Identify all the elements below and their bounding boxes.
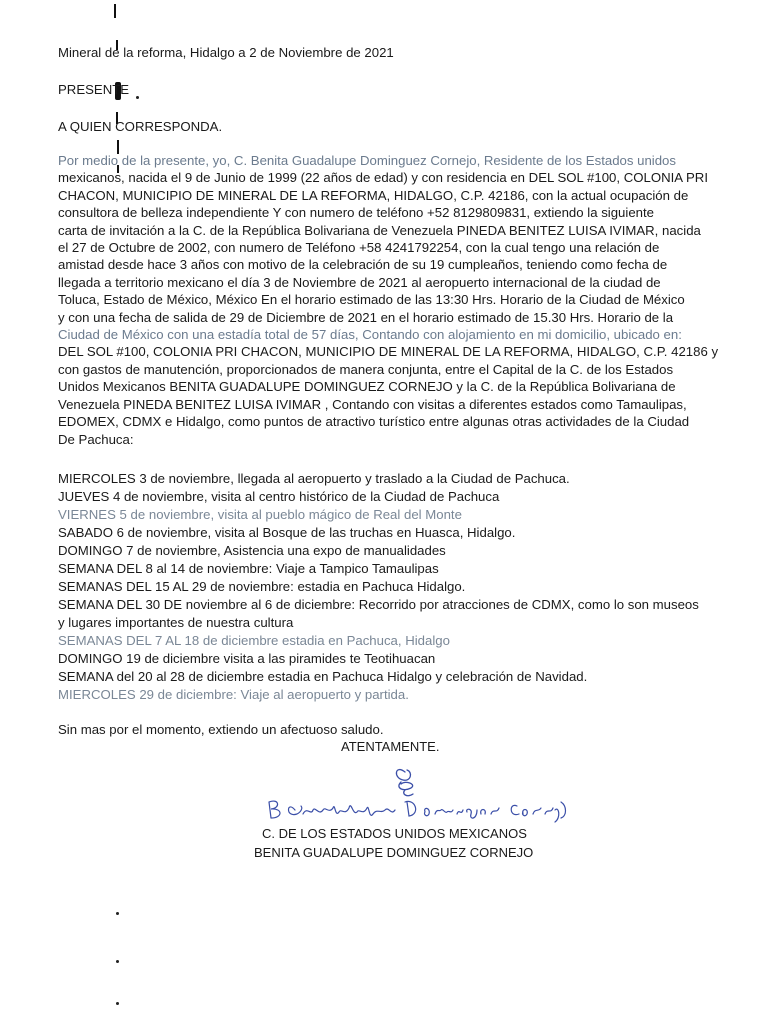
- scan-dot-4: [116, 1002, 119, 1005]
- body-line: amistad desde hace 3 años con motivo de la celebración de su 19 cumpleaños, teniendo como fecha de: [58, 257, 668, 273]
- closing-line: Sin mas por el momento, extiendo un afectuoso saludo.: [58, 722, 384, 737]
- body-line: mexicanos, nacida el 9 de Junio de 1999 (22 años de edad) y con residencia en DEL SOL #100, COLONIA PRI: [58, 170, 708, 186]
- body-line: Toluca, Estado de México, México En el horario estimado de las 13:30 Hrs. Horario de la Ciudad de México: [58, 292, 685, 308]
- itinerary-item: MIERCOLES 3 de noviembre, llegada al aeropuerto y traslado a la Ciudad de Pachuca.: [58, 471, 570, 486]
- body-line: DEL SOL #100, COLONIA PRI CHACON, MUNICIPIO DE MINERAL DE LA REFORMA, HIDALGO, C.P. 42186 y: [58, 344, 719, 360]
- itinerary-item: SEMANA DEL 30 DE noviembre al 6 de diciembre: Recorrido por atracciones de CDMX, como lo son museos: [58, 597, 699, 612]
- scan-mark-top: [114, 4, 116, 18]
- place-date: Mineral de la reforma, Hidalgo a 2 de Noviembre de 2021: [58, 45, 394, 60]
- itinerary-item: y lugares importantes de nuestra cultura: [58, 615, 294, 630]
- itinerary-item: DOMINGO 7 de noviembre, Asistencia una expo de manualidades: [58, 543, 446, 558]
- itinerary-item: VIERNES 5 de noviembre, visita al pueblo mágico de Real del Monte: [58, 507, 462, 522]
- atentamente: ATENTAMENTE.: [341, 739, 440, 754]
- body-line: con gastos de manutención, proporcionados de manera conjunta, entre el Capital de la C. de los Estados: [58, 361, 674, 377]
- scan-dot-2: [116, 912, 119, 915]
- scan-dot-3: [116, 960, 119, 963]
- itinerary-item: JUEVES 4 de noviembre, visita al centro histórico de la Ciudad de Pachuca: [58, 489, 500, 504]
- itinerary-item: DOMINGO 19 de diciembre visita a las piramides te Teotihuacan: [58, 651, 436, 666]
- to-whom-heading: A QUIEN CORRESPONDA.: [58, 119, 223, 134]
- body-line: carta de invitación a la C. de la República Bolivariana de Venezuela PINEDA BENITEZ LUISA IVIMAR, nacida: [58, 222, 701, 238]
- body-line: De Pachuca:: [58, 431, 134, 447]
- itinerary-item: SABADO 6 de noviembre, visita al Bosque de las truchas en Huasca, Hidalgo.: [58, 525, 516, 540]
- body-line: EDOMEX, CDMX e Hidalgo, como puntos de atractivo turístico entre algunas otras actividades de la Ciudad: [58, 414, 690, 430]
- letter-body: [58, 152, 718, 448]
- body-line: llegada a territorio mexicano el día 3 de Noviembre de 2021 al aeropuerto internacional de la ciudad de: [58, 274, 661, 290]
- body-line: consultora de belleza independiente Y con numero de teléfono +52 8129809831, extiendo la siguiente: [58, 205, 654, 221]
- handwritten-signature: [255, 758, 575, 828]
- itinerary-item: SEMANAS DEL 15 AL 29 de noviembre: estadia en Pachuca Hidalgo.: [58, 579, 466, 594]
- itinerary-item: SEMANA del 20 al 28 de diciembre estadia en Pachuca Hidalgo y celebración de Navidad.: [58, 669, 588, 684]
- signer-nationality: C. DE LOS ESTADOS UNIDOS MEXICANOS: [262, 826, 527, 841]
- signer-name: BENITA GUADALUPE DOMINGUEZ CORNEJO: [254, 845, 534, 860]
- body-line: Unidos Mexicanos BENITA GUADALUPE DOMINGUEZ CORNEJO y la C. de la República Bolivariana de: [58, 379, 676, 395]
- present-heading: PRESENTE: [58, 82, 130, 97]
- itinerary-list: [58, 470, 699, 704]
- body-line: y con una fecha de salida de 29 de Diciembre de 2021 en el horario estimado de 15.30 Hrs. Horario de la: [58, 309, 674, 325]
- body-line: Por medio de la presente, yo, C. Benita Guadalupe Dominguez Cornejo, Residente de los Estados unidos: [58, 153, 676, 168]
- body-line: Ciudad de México con una estadía total de 57 días, Contando con alojamiento en mi domicilio, ubicado en:: [58, 327, 682, 343]
- body-line: CHACON, MUNICIPIO DE MINERAL DE LA REFORMA, HIDALGO, C.P. 42186, con la actual ocupación de: [58, 187, 689, 203]
- body-line: el 27 de Octubre de 2002, con numero de Teléfono +58 4241792254, con la cual tengo una relación de: [58, 240, 660, 256]
- itinerary-item: MIERCOLES 29 de diciembre: Viaje al aeropuerto y partida.: [58, 687, 409, 702]
- body-line: Venezuela PINEDA BENITEZ LUISA IVIMAR , Contando con visitas a diferentes estados como Tamaulipas,: [58, 396, 687, 412]
- itinerary-item: SEMANA DEL 8 al 14 de noviembre: Viaje a Tampico Tamaulipas: [58, 561, 439, 576]
- itinerary-item: SEMANAS DEL 7 AL 18 de diciembre estadia en Pachuca, Hidalgo: [58, 633, 450, 648]
- scan-dot-1: [136, 96, 139, 99]
